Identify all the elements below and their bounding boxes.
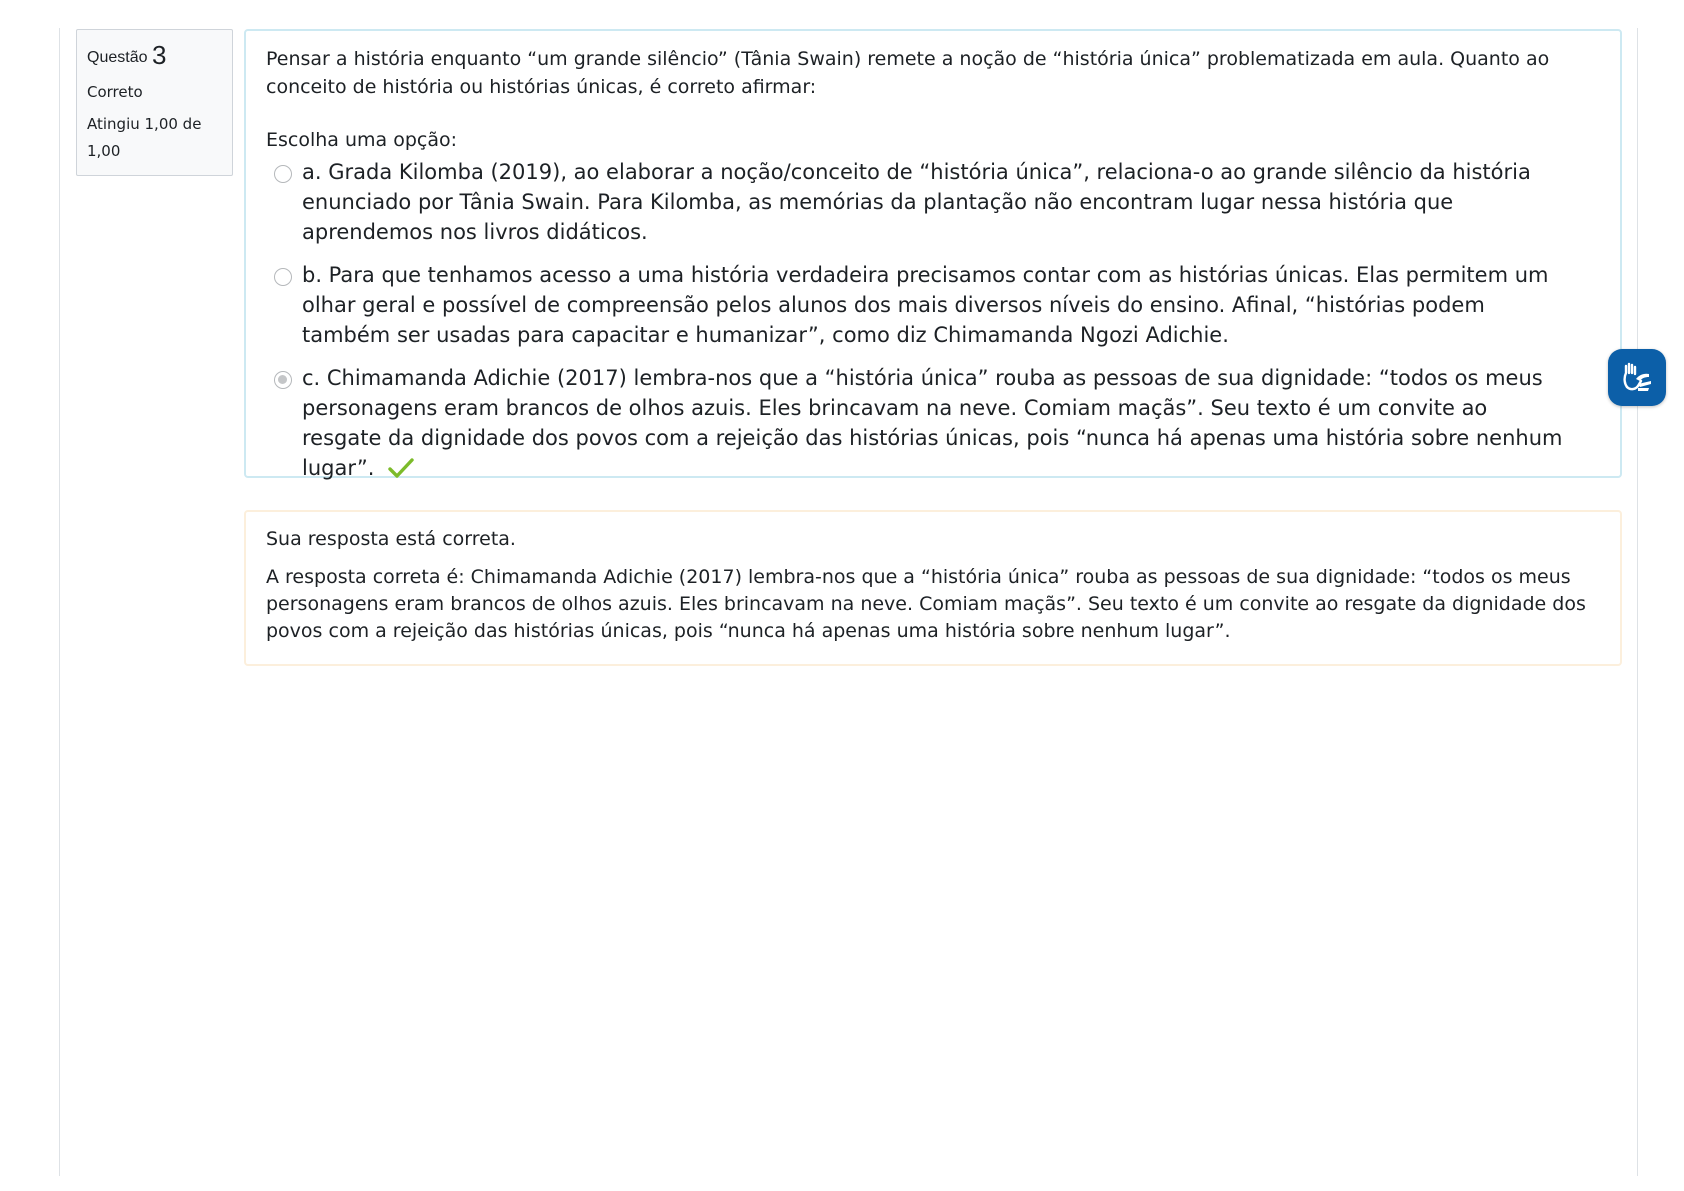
answer-option-a[interactable] <box>274 157 1600 247</box>
content-right-border <box>1637 28 1638 1176</box>
answer-list <box>274 157 1600 483</box>
answer-c-radio[interactable] <box>274 371 292 389</box>
question-info-box <box>76 29 233 176</box>
answer-c-container <box>302 363 1567 483</box>
accessibility-button[interactable] <box>1608 349 1666 406</box>
feedback-right-answer: A resposta correta é: Chimamanda Adichie (2017) lembra-nos que a “história única” rouba as pessoas de sua dignidade: “todos os meus personagens eram brancos de olhos azuis. Eles brincavam na neve. Comiam maçãs”. Seu texto é um convite ao resgate da dignidade dos povos com a rejeição das histórias únicas, pois “nunca há apenas uma história sobre nenhum lugar”. <box>266 566 1586 642</box>
question-number: 3 <box>151 40 167 70</box>
question-grade: Atingiu 1,00 de 1,00 <box>87 115 202 161</box>
answer-option-c[interactable] <box>274 363 1600 483</box>
answer-option-b[interactable] <box>274 260 1600 350</box>
feedback-title: Sua resposta está correta. <box>266 528 516 550</box>
answer-prompt: Escolha uma opção: <box>266 129 458 151</box>
content-left-border <box>59 28 60 1176</box>
question-text: Pensar a história enquanto “um grande silêncio” (Tânia Swain) remete a noção de “história única” problematizada em aula. Quanto ao conceito de história ou histórias únicas, é correto afirmar: <box>266 48 1550 98</box>
question-title <box>87 40 222 71</box>
question-state: Correto <box>87 83 143 102</box>
question-label: Questão <box>87 49 148 66</box>
question-formulation <box>244 29 1622 478</box>
answer-a-radio[interactable] <box>274 165 292 183</box>
feedback-box <box>244 510 1622 666</box>
answer-b-radio[interactable] <box>274 268 292 286</box>
sign-language-hands-icon <box>1618 359 1656 397</box>
answer-c-text: c. Chimamanda Adichie (2017) lembra-nos que a “história única” rouba as pessoas de sua dignidade: “todos os meus personagens eram brancos de olhos azuis. Eles brincavam na neve. Comiam maçãs”. Seu texto é um convite ao resgate da dignidade dos povos com a rejeição das histórias únicas, pois “nunca há apenas uma história sobre nenhum lugar”. <box>302 366 1563 480</box>
answer-a-text: a. Grada Kilomba (2019), ao elaborar a noção/conceito de “história única”, relaciona-o ao grande silêncio da história enunciado por Tânia Swain. Para Kilomba, as memórias da plantação não encontram lugar nessa história que aprendemos nos livros didáticos. <box>302 160 1531 244</box>
answer-b-text: b. Para que tenhamos acesso a uma história verdadeira precisamos contar com as histórias únicas. Elas permitem um olhar geral e possível de compreensão pelos alunos dos mais diversos níveis do ensino. Afinal, “histórias podem também ser usadas para capacitar e humanizar”, como diz Chimamanda Ngozi Adichie. <box>302 263 1549 347</box>
check-icon <box>388 457 414 479</box>
